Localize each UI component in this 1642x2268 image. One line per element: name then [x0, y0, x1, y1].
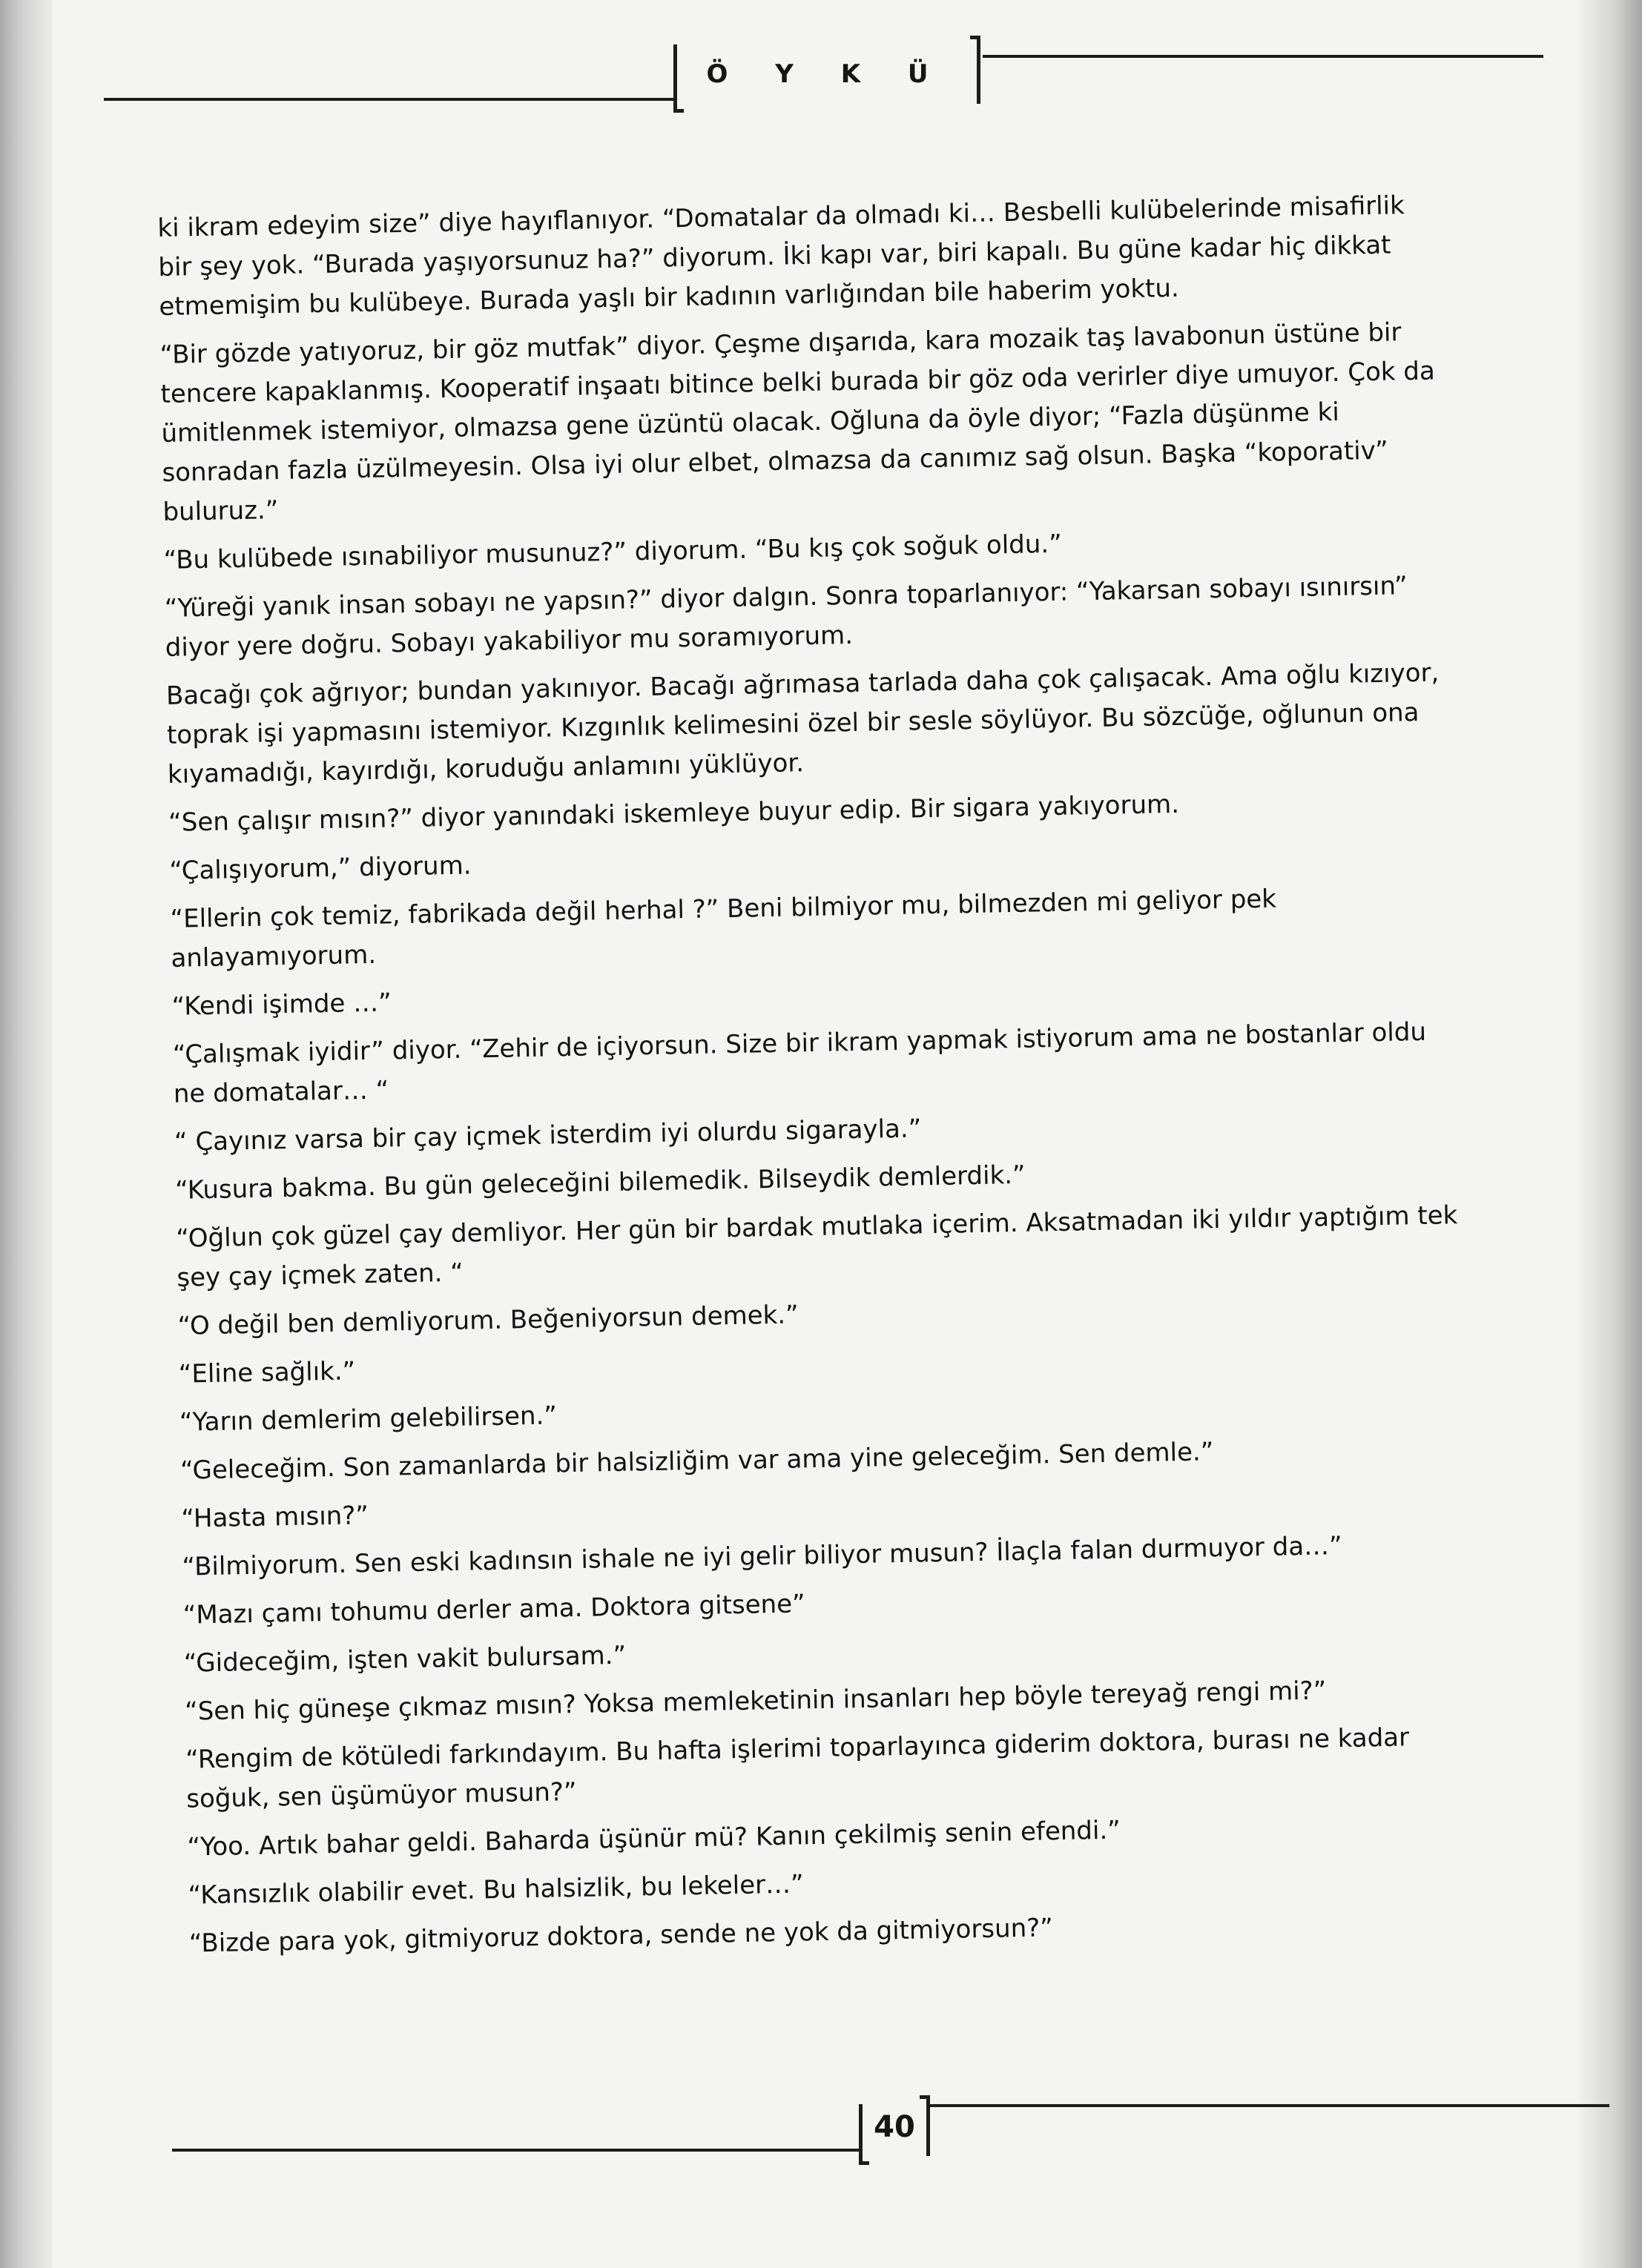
text-line: Bacağı çok ağrıyor; bundan yakınıyor. Bacağı ağrımasa tarlada daha çok çalışacak. Ama oğlu kızıyor,	[165, 658, 1440, 711]
text-line: “Eline sağlık.”	[178, 1356, 356, 1389]
text-line: “Sen çalışır mısın?” diyor yanındaki iskemleye buyur edip. Bir sigara yakıyorum.	[168, 789, 1180, 838]
header-rule-right	[983, 55, 1543, 58]
text-line: “Bir gözde yatıyoruz, bir göz mutfak” diyor. Çeşme dışarıda, kara mozaik taş lavabonun üstüne bir	[159, 317, 1402, 370]
header-bracket-right	[970, 36, 980, 104]
text-line: ki ikram edeyim size” diye hayıflanıyor. “Domatalar da olmadı ki… Besbelli kulübelerinde misafirlik	[157, 191, 1405, 243]
text-line: “Sen hiç güneşe çıkmaz mısın? Yoksa memleketinin insanları hep böyle tereyağ rengi mi?”	[184, 1676, 1327, 1727]
text-line: “Rengim de kötüledi farkındayım. Bu hafta işlerimi toparlayınca giderim doktora, burası ne kadar	[185, 1722, 1410, 1775]
text-line: bir şey yok. “Burada yaşıyorsunuz ha?” diyorum. İki kapı var, biri kapalı. Bu güne kadar hiç dikkat	[158, 230, 1391, 282]
text-line: “Geleceğim. Son zamanlarda bir halsizliğim var ama yine geleceğim. Sen demle.”	[179, 1437, 1214, 1486]
text-line: “Bilmiyorum. Sen eski kadınsın ishale ne iyi gelir biliyor musun? İlaçla falan durmuyor da…”	[182, 1531, 1343, 1582]
paragraph	[176, 1194, 1557, 1298]
text-line: “Oğlun çok güzel çay demliyor. Her gün bir bardak mutlaka içerim. Aksatmadan iki yıldır yaptığım tek	[176, 1200, 1458, 1254]
text-line: “Kansızlık olabilir evet. Bu halsizlik, bu lekeler…”	[188, 1869, 805, 1911]
section-title: Ö Y K Ü	[706, 59, 948, 89]
text-line: “Kendi işimde …”	[171, 988, 392, 1022]
text-line: toprak işi yapmasını istemiyor. Kızgınlık kelimesini özel bir sesle söylüyor. Bu sözcüğe, oğlunun ona	[166, 697, 1420, 750]
paragraph	[164, 564, 1545, 668]
paragraph	[170, 875, 1551, 979]
binding-shadow	[0, 0, 52, 2268]
text-line: ne domatalar… “	[173, 1075, 389, 1109]
paragraph	[159, 311, 1543, 532]
text-line: “Hasta mısın?”	[181, 1501, 369, 1534]
page-edge-shadow	[1575, 0, 1642, 2268]
paragraph	[166, 652, 1548, 795]
text-line: “Bu kulübede ısınabiliyor musunuz?” diyorum. “Bu kış çok soğuk oldu.”	[163, 529, 1063, 575]
text-line: “Yoo. Artık bahar geldi. Baharda üşünür mü? Kanın çekilmiş senin efendi.”	[187, 1815, 1121, 1862]
text-line: diyor yere doğru. Sobayı yakabiliyor mu soramıyorum.	[165, 620, 854, 663]
text-line: sonradan fazla üzülmeyesin. Olsa iyi olur elbet, olmazsa da canımız sağ olsun. Başka “koporativ”	[162, 435, 1389, 488]
text-line: “Çalışmak iyidir” diyor. “Zehir de içiyorsun. Size bir ikram yapmak istiyorum ama ne bostanlar oldu	[172, 1016, 1427, 1070]
text-line: “Bizde para yok, gitmiyoruz doktora, sende ne yok da gitmiyorsun?”	[188, 1913, 1054, 1959]
footer-rule-right	[927, 2104, 1609, 2107]
text-line: “Gideceğim, işten vakit bulursam.”	[183, 1640, 627, 1679]
text-line: anlayamıyorum.	[171, 939, 377, 973]
text-line: tencere kapaklanmış. Kooperatif inşaatı bitince belki burada bir göz oda verirler diye umuyor. Çok da	[160, 356, 1436, 409]
text-line: “Çalışıyorum,” diyorum.	[168, 850, 472, 886]
text-line: “Ellerin çok temiz, fabrikada değil herhal ?” Beni bilmiyor mu, bilmezden mi geliyor pek	[170, 884, 1277, 934]
text-line: soğuk, sen üşümüyor musun?”	[185, 1776, 577, 1814]
text-line: buluruz.”	[162, 495, 279, 527]
text-line: “Kusura bakma. Bu gün geleceğini bilemedik. Bilseydik demlerdik.”	[174, 1160, 1026, 1206]
text-line: kıyamadığı, kayırdığı, koruduğu anlamını yüklüyor.	[167, 748, 805, 790]
story-body	[157, 184, 1569, 1973]
header-rule-left	[104, 98, 673, 101]
text-line: “Yarın demlerim gelebilirsen.”	[179, 1401, 558, 1438]
text-line: “ Çayınız varsa bir çay içmek isterdim iyi olurdu sigarayla.”	[174, 1114, 922, 1157]
text-line: ümitlenmek istemiyor, olmazsa gene üzüntü olacak. Oğluna da öyle diyor; “Fazla düşünme ki	[161, 397, 1340, 449]
paragraph	[157, 184, 1539, 327]
paragraph	[172, 1011, 1553, 1114]
text-line: şey çay içmek zaten. “	[177, 1257, 464, 1293]
text-line: etmemişim bu kulübeye. Burada yaşlı bir kadının varlığından bile haberim yoktu.	[159, 273, 1180, 322]
text-line: “O değil ben demliyorum. Beğeniyorsun demek.”	[177, 1300, 799, 1341]
footer-rule-left	[172, 2149, 862, 2152]
page-number: 40	[874, 2110, 915, 2144]
text-line: “Mazı çamı tohumu derler ama. Doktora gitsene”	[182, 1589, 806, 1630]
header-bracket-left	[673, 44, 684, 113]
text-line: “Yüreği yanık insan sobayı ne yapsın?” diyor dalgın. Sonra toparlanıyor: “Yakarsan sobayı ısınırsın”	[164, 571, 1408, 624]
paragraph	[185, 1716, 1566, 1819]
